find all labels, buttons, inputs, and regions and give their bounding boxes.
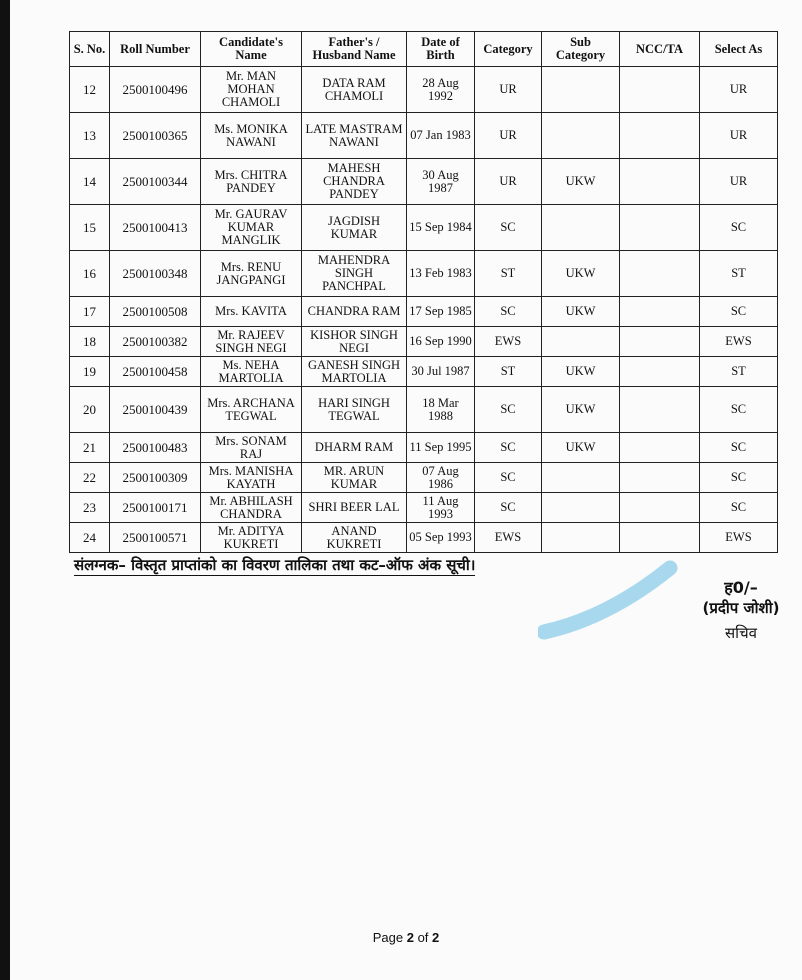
category-cell: UR xyxy=(475,113,542,159)
header-sno: S. No. xyxy=(70,32,110,67)
dob-cell: 30 Jul 1987 xyxy=(407,357,475,387)
category-cell: ST xyxy=(475,251,542,297)
sno-cell: 16 xyxy=(70,251,110,297)
roll-number-cell: 2500100439 xyxy=(110,387,201,433)
dob-cell: 28 Aug 1992 xyxy=(407,67,475,113)
header-date-of-birth: Date of Birth xyxy=(407,32,475,67)
select-as-cell: SC xyxy=(700,387,778,433)
sno-cell: 19 xyxy=(70,357,110,387)
sno-cell: 12 xyxy=(70,67,110,113)
select-as-cell: SC xyxy=(700,463,778,493)
ncc-ta-cell xyxy=(620,159,700,205)
select-as-cell: EWS xyxy=(700,327,778,357)
father-husband-name-cell: MAHESH CHANDRA PANDEY xyxy=(302,159,407,205)
candidate-name-cell: Mr. ADITYA KUKRETI xyxy=(201,523,302,553)
sub-category-cell xyxy=(542,205,620,251)
category-cell: SC xyxy=(475,297,542,327)
table-row xyxy=(70,357,778,387)
sub-category-cell xyxy=(542,463,620,493)
roll-number-cell: 2500100483 xyxy=(110,433,201,463)
category-cell: EWS xyxy=(475,327,542,357)
footer-current-page: 2 xyxy=(406,930,414,945)
father-husband-name-cell: MR. ARUN KUMAR xyxy=(302,463,407,493)
father-husband-name-cell: SHRI BEER LAL xyxy=(302,493,407,523)
sub-category-cell: UKW xyxy=(542,251,620,297)
ncc-ta-cell xyxy=(620,251,700,297)
ncc-ta-cell xyxy=(620,493,700,523)
dob-cell: 30 Aug 1987 xyxy=(407,159,475,205)
sno-cell: 14 xyxy=(70,159,110,205)
header-candidate-name: Candidate's Name xyxy=(201,32,302,67)
dob-cell: 11 Sep 1995 xyxy=(407,433,475,463)
footer-prefix: Page xyxy=(372,930,407,945)
dob-cell: 17 Sep 1985 xyxy=(407,297,475,327)
select-as-cell: EWS xyxy=(700,523,778,553)
dob-cell: 07 Jan 1983 xyxy=(407,113,475,159)
candidate-name-cell: Mrs. KAVITA xyxy=(201,297,302,327)
header-roll-number: Roll Number xyxy=(110,32,201,67)
father-husband-name-cell: ANAND KUKRETI xyxy=(302,523,407,553)
candidate-name-cell: Mr. GAURAV KUMAR MANGLIK xyxy=(201,205,302,251)
sub-category-cell: UKW xyxy=(542,159,620,205)
table-row xyxy=(70,251,778,297)
annexure-note: संलग्नक– विस्तृत प्राप्तांको का विवरण तालिका तथा कट–ऑफ अंक सूची। xyxy=(74,556,476,574)
table-row xyxy=(70,433,778,463)
select-as-cell: UR xyxy=(700,159,778,205)
sno-cell: 23 xyxy=(70,493,110,523)
sub-category-cell xyxy=(542,523,620,553)
father-husband-name-cell: GANESH SINGH MARTOLIA xyxy=(302,357,407,387)
dob-cell: 16 Sep 1990 xyxy=(407,327,475,357)
table-body xyxy=(70,67,778,553)
candidate-name-cell: Mr. MAN MOHAN CHAMOLI xyxy=(201,67,302,113)
table-row xyxy=(70,493,778,523)
dob-cell: 05 Sep 1993 xyxy=(407,523,475,553)
ncc-ta-cell xyxy=(620,523,700,553)
ncc-ta-cell xyxy=(620,113,700,159)
sub-category-cell xyxy=(542,67,620,113)
sno-cell: 13 xyxy=(70,113,110,159)
select-as-cell: UR xyxy=(700,67,778,113)
father-husband-name-cell: DATA RAM CHAMOLI xyxy=(302,67,407,113)
father-husband-name-cell: HARI SINGH TEGWAL xyxy=(302,387,407,433)
table-header-row xyxy=(70,32,778,67)
select-as-cell: SC xyxy=(700,433,778,463)
dob-cell: 18 Mar 1988 xyxy=(407,387,475,433)
candidate-name-cell: Mrs. ARCHANA TEGWAL xyxy=(201,387,302,433)
sno-cell: 20 xyxy=(70,387,110,433)
signatory-name: (प्रदीप जोशी) xyxy=(702,599,780,617)
ncc-ta-cell xyxy=(620,433,700,463)
ncc-ta-cell xyxy=(620,387,700,433)
sub-category-cell xyxy=(542,113,620,159)
select-as-cell: ST xyxy=(700,251,778,297)
candidate-name-cell: Ms. NEHA MARTOLIA xyxy=(201,357,302,387)
roll-number-cell: 2500100171 xyxy=(110,493,201,523)
signature-block xyxy=(698,578,784,644)
ncc-ta-cell xyxy=(620,327,700,357)
header-select-as: Select As xyxy=(700,32,778,67)
table-row xyxy=(70,387,778,433)
category-cell: UR xyxy=(475,67,542,113)
category-cell: SC xyxy=(475,493,542,523)
dob-cell: 11 Aug 1993 xyxy=(407,493,475,523)
sno-cell: 17 xyxy=(70,297,110,327)
table-row xyxy=(70,523,778,553)
sno-cell: 21 xyxy=(70,433,110,463)
sub-category-cell xyxy=(542,493,620,523)
sub-category-cell: UKW xyxy=(542,433,620,463)
category-cell: ST xyxy=(475,357,542,387)
candidate-name-cell: Mrs. CHITRA PANDEY xyxy=(201,159,302,205)
select-as-cell: SC xyxy=(700,205,778,251)
dob-cell: 13 Feb 1983 xyxy=(407,251,475,297)
roll-number-cell: 2500100365 xyxy=(110,113,201,159)
category-cell: SC xyxy=(475,433,542,463)
signatory-designation: सचिव xyxy=(725,624,757,642)
ncc-ta-cell xyxy=(620,67,700,113)
roll-number-cell: 2500100309 xyxy=(110,463,201,493)
table-row xyxy=(70,159,778,205)
select-as-cell: ST xyxy=(700,357,778,387)
dob-cell: 07 Aug 1986 xyxy=(407,463,475,493)
highlight-stroke xyxy=(538,560,678,645)
header-father-husband-name: Father's / Husband Name xyxy=(302,32,407,67)
header-category: Category xyxy=(475,32,542,67)
roll-number-cell: 2500100344 xyxy=(110,159,201,205)
ncc-ta-cell xyxy=(620,205,700,251)
table-row xyxy=(70,113,778,159)
footer-total-pages: 2 xyxy=(432,930,440,945)
dob-cell: 15 Sep 1984 xyxy=(407,205,475,251)
document-page xyxy=(10,0,802,980)
sno-cell: 22 xyxy=(70,463,110,493)
ncc-ta-cell xyxy=(620,297,700,327)
father-husband-name-cell: CHANDRA RAM xyxy=(302,297,407,327)
father-husband-name-cell: KISHOR SINGH NEGI xyxy=(302,327,407,357)
signature-mark: ह0/– xyxy=(724,578,758,597)
father-husband-name-cell: DHARM RAM xyxy=(302,433,407,463)
roll-number-cell: 2500100496 xyxy=(110,67,201,113)
category-cell: EWS xyxy=(475,523,542,553)
select-as-cell: SC xyxy=(700,297,778,327)
roll-number-cell: 2500100382 xyxy=(110,327,201,357)
candidate-table xyxy=(69,31,778,553)
table-row xyxy=(70,205,778,251)
candidate-name-cell: Mr. RAJEEV SINGH NEGI xyxy=(201,327,302,357)
table-row xyxy=(70,67,778,113)
roll-number-cell: 2500100508 xyxy=(110,297,201,327)
sub-category-cell: UKW xyxy=(542,297,620,327)
table-row xyxy=(70,463,778,493)
left-edge-bar xyxy=(0,0,10,980)
category-cell: UR xyxy=(475,159,542,205)
header-sub-category: Sub Category xyxy=(542,32,620,67)
category-cell: SC xyxy=(475,387,542,433)
candidate-name-cell: Mr. ABHILASH CHANDRA xyxy=(201,493,302,523)
roll-number-cell: 2500100413 xyxy=(110,205,201,251)
father-husband-name-cell: LATE MASTRAM NAWANI xyxy=(302,113,407,159)
father-husband-name-cell: MAHENDRA SINGH PANCHPAL xyxy=(302,251,407,297)
roll-number-cell: 2500100571 xyxy=(110,523,201,553)
candidate-name-cell: Mrs. SONAM RAJ xyxy=(201,433,302,463)
sub-category-cell xyxy=(542,327,620,357)
select-as-cell: UR xyxy=(700,113,778,159)
candidate-name-cell: Mrs. RENU JANGPANGI xyxy=(201,251,302,297)
select-as-cell: SC xyxy=(700,493,778,523)
father-husband-name-cell: JAGDISH KUMAR xyxy=(302,205,407,251)
candidate-name-cell: Ms. MONIKA NAWANI xyxy=(201,113,302,159)
sno-cell: 15 xyxy=(70,205,110,251)
roll-number-cell: 2500100458 xyxy=(110,357,201,387)
candidate-name-cell: Mrs. MANISHA KAYATH xyxy=(201,463,302,493)
sno-cell: 18 xyxy=(70,327,110,357)
roll-number-cell: 2500100348 xyxy=(110,251,201,297)
page-footer xyxy=(10,930,802,945)
ncc-ta-cell xyxy=(620,357,700,387)
header-ncc-ta: NCC/TA xyxy=(620,32,700,67)
sub-category-cell: UKW xyxy=(542,387,620,433)
sub-category-cell: UKW xyxy=(542,357,620,387)
table-row xyxy=(70,297,778,327)
table-row xyxy=(70,327,778,357)
sno-cell: 24 xyxy=(70,523,110,553)
footer-middle: of xyxy=(413,930,433,945)
category-cell: SC xyxy=(475,205,542,251)
ncc-ta-cell xyxy=(620,463,700,493)
category-cell: SC xyxy=(475,463,542,493)
